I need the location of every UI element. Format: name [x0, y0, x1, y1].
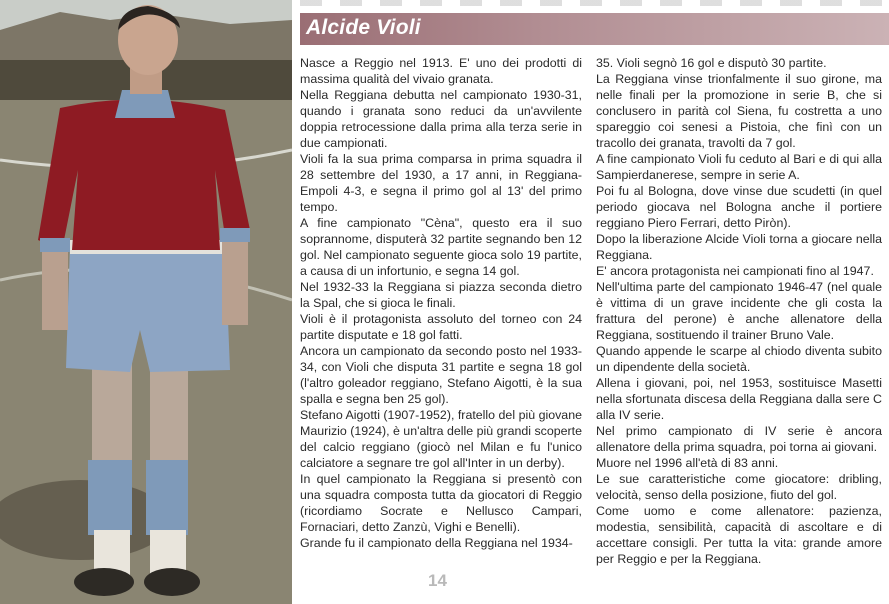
paragraph: A fine campionato Violi fu ceduto al Bari e di qui alla Sampierdanerese, sempre in serie A. — [596, 152, 882, 182]
paragraph: Allena i giovani, poi, nel 1953, sostituisce Masetti nella sfortunata discesa della Reggiana dalla sere C alla IV serie. — [596, 376, 882, 422]
paragraph: Dopo la liberazione Alcide Violi torna a giocare nella Reggiana. — [596, 232, 882, 262]
paragraph: Come uomo e come allenatore: pazienza, modestia, sensibilità, capacità di ascoltare e di accettare consigli. Per tutta la vita: grande amore per Reggio e per la Reggiana. — [596, 504, 882, 566]
paragraph: Muore nel 1996 all'età di 83 anni. — [596, 456, 779, 470]
paragraph: Nel primo campionato di IV serie è ancora allenatore della prima squadra, poi torna ai giovani. — [596, 424, 882, 454]
paragraph: Violi è il protagonista assoluto del torneo con 24 partite disputate e 18 gol fatti. — [300, 312, 582, 342]
paragraph: Violi fa la sua prima comparsa in prima squadra il 28 settembre del 1930, a 17 anni, in Reggiana-Empoli 4-3, e segna il primo gol al 13' del primo tempo. — [300, 152, 582, 214]
paragraph: La Reggiana vinse trionfalmente il suo girone, ma nelle finali per la promozione in serie B, che si conclusero in parità col Siena, fu costretta a uno spareggio coi senesi a Pistoia, che finì con un tracollo dei granata, travolti da 7 gol. — [596, 72, 882, 150]
article-title: Alcide Violi — [306, 16, 421, 39]
player-illustration — [0, 0, 292, 604]
header-decoration — [300, 0, 889, 6]
paragraph: Ancora un campionato da secondo posto nel 1933-34, con Violi che disputa 31 partite e segna 18 gol (l'altro goleador reggiano, Stefano Aigotti, è la sua spalla e segna ben 25 gol). — [300, 344, 582, 406]
paragraph: Poi fu al Bologna, dove vinse due scudetti (in quel periodo giocava nel Bologna anche il portiere reggiano Piero Ferrari, detto Piròn). — [596, 184, 882, 230]
paragraph: Nella Reggiana debutta nel campionato 1930-31, quando i granata sono reduci da un'avvilente doppia retrocessione dalla prima alla terza serie in due campionati. — [300, 88, 582, 150]
paragraph: Nel 1932-33 la Reggiana si piazza seconda dietro la Spal, che si gioca le finali. — [300, 280, 582, 310]
paragraph: Quando appende le scarpe al chiodo diventa subito un dipendente della società. — [596, 344, 882, 374]
paragraph: Nell'ultima parte del campionato 1946-47 (nel quale è vittima di un grave incidente che gli costa la frattura del perone) è anche allenatore della Reggiana, sostituendo il trainer Bruno Vale. — [596, 280, 882, 342]
paragraph: Grande fu il campionato della Reggiana nel 1934- — [300, 536, 573, 550]
article-column-right — [596, 55, 882, 567]
paragraph: Stefano Aigotti (1907-1952), fratello del più giovane Maurizio (1924), è un'altra delle più grandi scoperte del calcio reggiano (giocò nel Milan e fu l'unico calciatore a segnare tre gol all'Inter in un derby). — [300, 408, 583, 470]
article-column-left — [300, 55, 582, 551]
paragraph: Nasce a Reggio nel 1913. E' uno dei prodotti di massima qualità del vivaio granata. — [300, 56, 582, 86]
paragraph: In quel campionato la Reggiana si presentò con una squadra composta tutta da giocatori di Reggio (ricordiamo Socrate e Nellusco Campari, Fornaciari, detto Zanzù, Vighi e Benelli). — [300, 472, 582, 534]
paragraph: Le sue caratteristiche come giocatore: dribling, velocità, senso della posizione, fiuto del gol. — [596, 472, 882, 502]
paragraph: A fine campionato "Cèna", questo era il suo soprannome, disputerà 32 partite segnando ben 12 gol. Nel campionato seguente gioca solo 19 partite, a causa di un infortunio, e segna 14 gol. — [300, 216, 582, 278]
paragraph: 35. Violi segnò 16 gol e disputò 30 partite. — [596, 56, 827, 70]
player-photo — [0, 0, 292, 604]
paragraph: E' ancora protagonista nei campionati fino al 1947. — [596, 264, 874, 278]
page-number: 14 — [428, 571, 447, 590]
